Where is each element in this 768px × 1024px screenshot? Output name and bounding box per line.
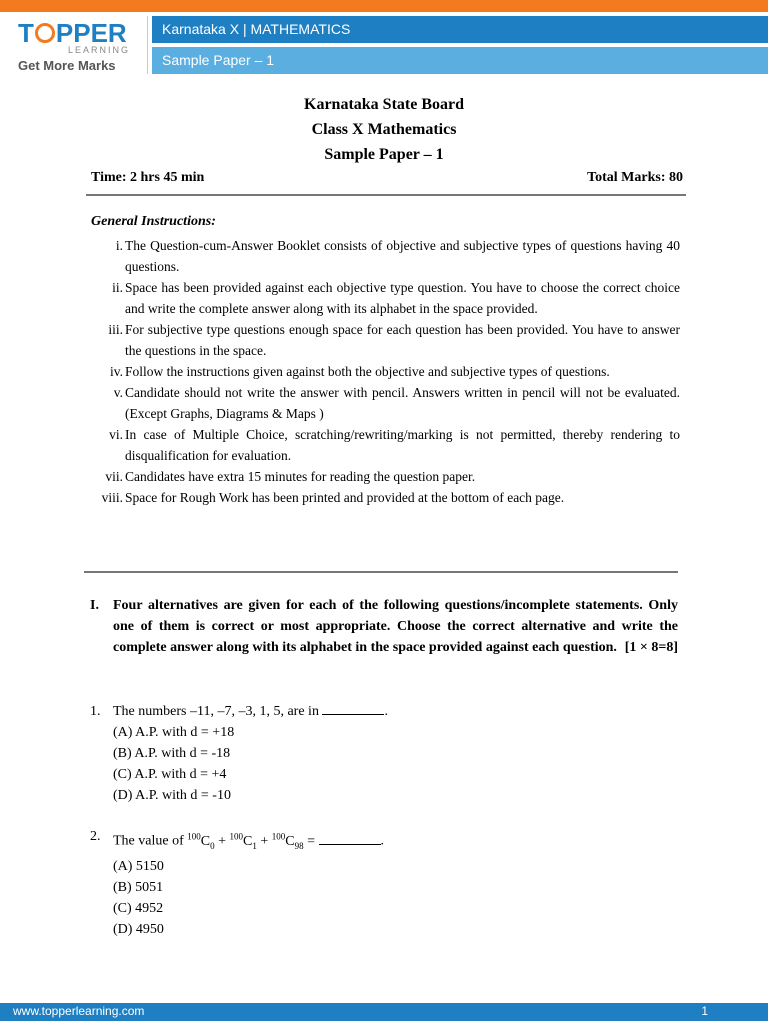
instruction-item: ii. Space has been provided against each objective type question. You have to choose the correct choice and write the complete answer along with its alphabet in the space provided. xyxy=(112,280,680,316)
logo-brand: T PPER xyxy=(18,18,127,48)
logo-tagline: Get More Marks xyxy=(18,58,116,73)
section-1-text: Four alternatives are given for each of the following questions/incomplete statements. Only one of them is correct or most appropriate. Choose the correct alternative and write the complete answer along with its alphabet in the space provided against each question. xyxy=(113,598,678,655)
option: (A) A.P. with d = +18 xyxy=(113,725,235,740)
option: (C) A.P. with d = +4 xyxy=(113,767,227,782)
title-board: Karnataka State Board xyxy=(304,96,464,113)
page-number: 1 xyxy=(701,1004,708,1018)
question-number: 2. xyxy=(90,829,101,844)
header-divider xyxy=(147,16,148,74)
header-rule xyxy=(86,194,686,196)
topper-learning-logo xyxy=(18,18,131,78)
paper-bar xyxy=(152,47,768,74)
paper-bar-text: Sample Paper – 1 xyxy=(162,52,275,68)
time-label: Time: 2 hrs 45 min xyxy=(91,170,205,185)
section-rule xyxy=(84,571,678,573)
question-text: The value of xyxy=(113,833,184,849)
question-1: 1. The numbers –11, –7, –3, 1, 5, are in . (A) A.P. with d = +18 (B) A.P. with d = -18 (C) A.P. with d = +4 (D) A.P. with d = -10 xyxy=(90,701,680,806)
option: (B) A.P. with d = -18 xyxy=(113,746,231,761)
subject-bar-text: Karnataka X | MATHEMATICS xyxy=(162,21,351,37)
option: (D) A.P. with d = -10 xyxy=(113,788,231,803)
math-expression: $^{100}C_0 + ^{100}C_1 + ^{100}C_{98}$ = xyxy=(187,831,319,851)
instruction-item: iii. For subjective type questions enough space for each question has been provided. You have to answer the questions in the space. xyxy=(108,322,680,358)
subject-bar xyxy=(152,16,768,43)
instruction-item: iv. Follow the instructions given against both the objective and subjective types of questions. xyxy=(110,364,610,379)
section-number: I. xyxy=(90,598,99,613)
instruction-item: v. Candidate should not write the answer with pencil. Answers written in pencil will not be evaluated. (Except Graphs, Diagrams & Maps ) xyxy=(113,385,680,421)
top-accent-bar xyxy=(0,0,768,12)
instruction-item: vii. Candidates have extra 15 minutes for reading the question paper. xyxy=(105,469,476,484)
section-1-marks: [1 × 8=8] xyxy=(624,640,678,655)
section-1-instructions xyxy=(90,595,678,658)
instruction-item: i. The Question-cum-Answer Booklet consists of objective and subjective types of questions having 40 questions. xyxy=(115,238,680,274)
question-2: 2. The value of $^{100}C_0 + ^{100}C_1 + ^{100}C_{98}$ = . (A) 5150 (B) 5051 (C) 4952 (D) 4950 xyxy=(90,826,680,940)
option: (C) 4952 xyxy=(113,901,164,917)
instruction-item: vi. In case of Multiple Choice, scratching/rewriting/marking is not permitted, thereby rendering to disqualification for evaluation. xyxy=(109,427,680,463)
question-number: 1. xyxy=(90,704,101,719)
total-marks-label: Total Marks: 80 xyxy=(587,170,683,185)
footer-url[interactable]: www.topperlearning.com xyxy=(13,1004,145,1018)
answer-blank xyxy=(322,702,384,715)
instruction-item: viii. Space for Rough Work has been printed and provided at the bottom of each page. xyxy=(101,490,565,505)
option: (D) 4950 xyxy=(113,922,164,938)
instructions-list xyxy=(86,235,680,508)
title-paper: Sample Paper – 1 xyxy=(324,146,444,163)
logo-subtitle: LEARNING xyxy=(68,45,131,55)
instructions-heading: General Instructions: xyxy=(91,214,216,229)
footer-bar xyxy=(0,1003,768,1021)
title-class: Class X Mathematics xyxy=(311,121,457,138)
option: (A) 5150 xyxy=(113,859,164,875)
option: (B) 5051 xyxy=(113,880,164,896)
answer-blank xyxy=(319,832,381,845)
question-text: The numbers –11, –7, –3, 1, 5, are in xyxy=(113,704,319,719)
